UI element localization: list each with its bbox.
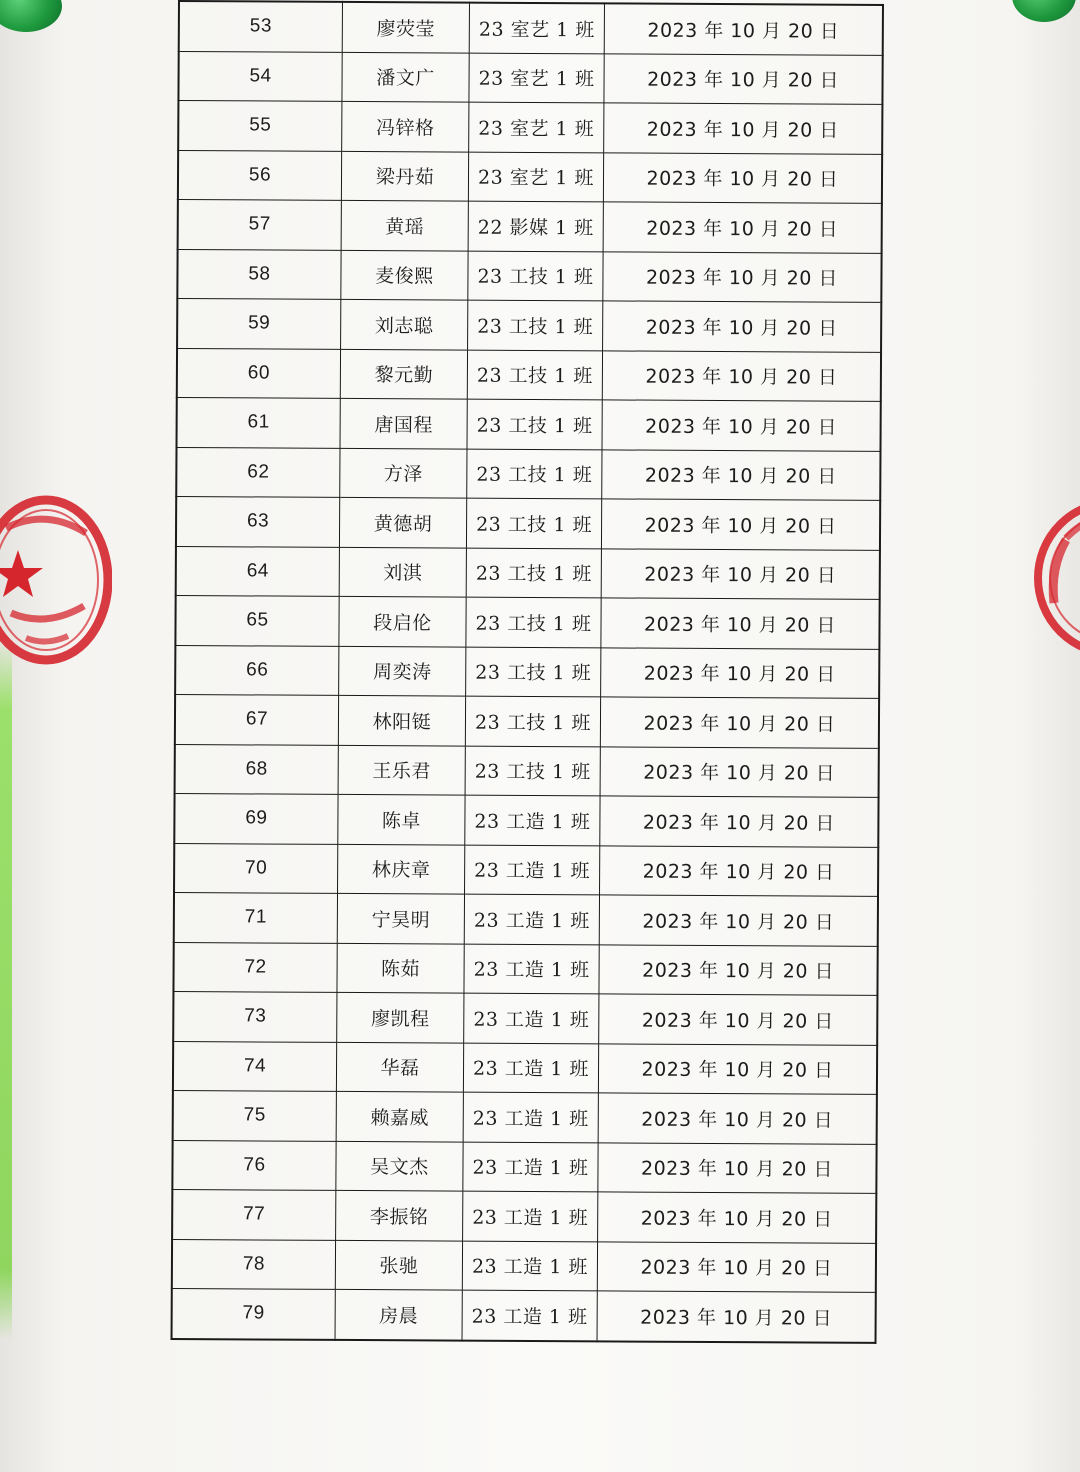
student-name: 梁丹茹 (341, 151, 468, 201)
date-cell: 2023 年 10 月 20 日 (603, 152, 882, 203)
class-name: 23 室艺 1 班 (469, 3, 604, 54)
student-name: 唐国程 (340, 398, 467, 448)
class-name: 23 工技 1 班 (466, 548, 601, 598)
table-row (174, 892, 878, 945)
date-cell: 2023 年 10 月 20 日 (604, 103, 883, 154)
table-row (176, 447, 880, 500)
class-name: 23 工技 1 班 (466, 647, 601, 697)
green-pushpin-icon (0, 0, 62, 32)
student-name: 冯锌格 (342, 101, 469, 151)
row-number: 67 (175, 694, 339, 744)
student-name: 赖嘉威 (336, 1091, 463, 1141)
table-row (176, 496, 880, 549)
date-cell: 2023 年 10 月 20 日 (599, 994, 878, 1045)
table-row (177, 299, 881, 352)
row-number: 62 (176, 447, 340, 497)
table-row (173, 1090, 877, 1143)
student-name: 廖凯程 (337, 992, 464, 1042)
table-row (173, 1041, 877, 1094)
class-name: 23 工造 1 班 (464, 993, 599, 1043)
date-cell: 2023 年 10 月 20 日 (600, 746, 879, 797)
student-name: 潘文广 (342, 52, 469, 102)
class-name: 23 工造 1 班 (464, 894, 599, 944)
date-cell: 2023 年 10 月 20 日 (598, 1093, 877, 1144)
class-name: 23 室艺 1 班 (468, 152, 603, 202)
class-name: 23 工技 1 班 (468, 251, 603, 301)
row-number: 71 (174, 892, 338, 942)
class-name: 23 工技 1 班 (466, 498, 601, 548)
row-number: 65 (175, 595, 339, 645)
table-row (178, 200, 882, 253)
row-number: 77 (172, 1189, 336, 1239)
date-cell: 2023 年 10 月 20 日 (604, 3, 883, 55)
row-number: 54 (178, 51, 342, 101)
date-cell: 2023 年 10 月 20 日 (601, 598, 880, 649)
date-cell: 2023 年 10 月 20 日 (602, 400, 881, 451)
row-number: 78 (172, 1239, 336, 1289)
table-row (176, 546, 880, 599)
student-name: 黄德胡 (339, 497, 466, 547)
row-number: 63 (176, 496, 340, 546)
class-name: 23 工技 1 班 (467, 449, 602, 499)
row-number: 73 (173, 991, 337, 1041)
student-name: 麦俊熙 (341, 250, 468, 300)
student-name: 段启伦 (339, 596, 466, 646)
date-cell: 2023 年 10 月 20 日 (598, 1142, 877, 1193)
class-name: 23 工造 1 班 (463, 1191, 598, 1241)
table-row (175, 744, 879, 797)
red-seal-stamp (1026, 498, 1080, 660)
student-name: 周奕涛 (339, 646, 466, 696)
date-cell: 2023 年 10 月 20 日 (600, 796, 879, 847)
table-row (172, 1239, 876, 1292)
class-name: 23 工造 1 班 (464, 944, 599, 994)
table-row (173, 942, 877, 995)
student-name: 刘志聪 (341, 299, 468, 349)
class-name: 23 工技 1 班 (465, 746, 600, 796)
student-name: 陈卓 (338, 794, 465, 844)
date-cell: 2023 年 10 月 20 日 (604, 53, 883, 104)
table-row (175, 645, 879, 698)
table-row (172, 1140, 876, 1193)
table-row (175, 595, 879, 648)
class-name: 23 工造 1 班 (465, 845, 600, 895)
green-folder-edge (0, 640, 12, 1340)
row-number: 57 (178, 200, 342, 250)
table-row (177, 348, 881, 401)
table-row (179, 1, 883, 55)
table-row (178, 101, 882, 154)
roster-table (171, 0, 884, 1343)
student-name: 刘淇 (339, 547, 466, 597)
date-cell: 2023 年 10 月 20 日 (602, 449, 881, 500)
class-name: 23 工造 1 班 (462, 1290, 597, 1341)
row-number: 55 (178, 101, 342, 151)
student-name: 林庆章 (338, 844, 465, 894)
table-row (172, 1189, 876, 1242)
date-cell: 2023 年 10 月 20 日 (600, 697, 879, 748)
student-name: 廖荧莹 (342, 2, 469, 53)
date-cell: 2023 年 10 月 20 日 (601, 548, 880, 599)
row-number: 74 (173, 1041, 337, 1091)
class-name: 23 工技 1 班 (465, 696, 600, 746)
row-number: 79 (172, 1288, 336, 1339)
table-row (172, 1288, 876, 1342)
student-name: 华磊 (336, 1042, 463, 1092)
row-number: 70 (174, 843, 338, 893)
student-name: 王乐君 (338, 745, 465, 795)
date-cell: 2023 年 10 月 20 日 (597, 1291, 876, 1343)
table-row (174, 843, 878, 896)
student-name: 李振铭 (336, 1190, 463, 1240)
class-name: 23 室艺 1 班 (469, 102, 604, 152)
table-row (177, 397, 881, 450)
row-number: 69 (174, 793, 338, 843)
student-name: 林阳铤 (338, 695, 465, 745)
row-number: 66 (175, 645, 339, 695)
date-cell: 2023 年 10 月 20 日 (603, 301, 882, 352)
table-row (175, 694, 879, 747)
row-number: 53 (179, 1, 343, 52)
student-name: 宁昊明 (337, 893, 464, 943)
row-number: 56 (178, 150, 342, 200)
green-pushpin-icon (1012, 0, 1076, 22)
student-name: 吴文杰 (336, 1141, 463, 1191)
class-name: 23 工技 1 班 (466, 597, 601, 647)
table-row (178, 150, 882, 203)
class-name: 23 工技 1 班 (467, 350, 602, 400)
date-cell: 2023 年 10 月 20 日 (598, 1043, 877, 1094)
table-row (174, 793, 878, 846)
row-number: 72 (173, 942, 337, 992)
student-name: 黄瑶 (341, 200, 468, 250)
row-number: 60 (177, 348, 341, 398)
student-name: 方泽 (340, 448, 467, 498)
row-number: 64 (176, 546, 340, 596)
red-seal-stamp (0, 488, 112, 672)
table-row (177, 249, 881, 302)
class-name: 23 工造 1 班 (462, 1241, 597, 1291)
row-number: 61 (177, 397, 341, 447)
row-number: 75 (173, 1090, 337, 1140)
row-number: 59 (177, 299, 341, 349)
date-cell: 2023 年 10 月 20 日 (598, 1192, 877, 1243)
date-cell: 2023 年 10 月 20 日 (603, 251, 882, 302)
date-cell: 2023 年 10 月 20 日 (599, 944, 878, 995)
class-name: 23 室艺 1 班 (469, 53, 604, 103)
class-name: 22 影媒 1 班 (468, 201, 603, 251)
student-name: 黎元勤 (340, 349, 467, 399)
student-name: 房晨 (335, 1289, 462, 1340)
date-cell: 2023 年 10 月 20 日 (600, 845, 879, 896)
class-name: 23 工技 1 班 (467, 399, 602, 449)
class-name: 23 工造 1 班 (463, 1092, 598, 1142)
table-row (178, 51, 882, 104)
student-name: 陈茹 (337, 943, 464, 993)
row-number: 76 (172, 1140, 336, 1190)
date-cell: 2023 年 10 月 20 日 (599, 895, 878, 946)
date-cell: 2023 年 10 月 20 日 (601, 647, 880, 698)
date-cell: 2023 年 10 月 20 日 (597, 1241, 876, 1292)
student-name: 张驰 (335, 1240, 462, 1290)
class-name: 23 工造 1 班 (463, 1142, 598, 1192)
date-cell: 2023 年 10 月 20 日 (601, 499, 880, 550)
roster-sheet (170, 0, 884, 1392)
date-cell: 2023 年 10 月 20 日 (603, 202, 882, 253)
class-name: 23 工造 1 班 (465, 795, 600, 845)
row-number: 58 (177, 249, 341, 299)
class-name: 23 工造 1 班 (463, 1043, 598, 1093)
table-row (173, 991, 877, 1044)
row-number: 68 (175, 744, 339, 794)
date-cell: 2023 年 10 月 20 日 (602, 350, 881, 401)
class-name: 23 工技 1 班 (468, 300, 603, 350)
